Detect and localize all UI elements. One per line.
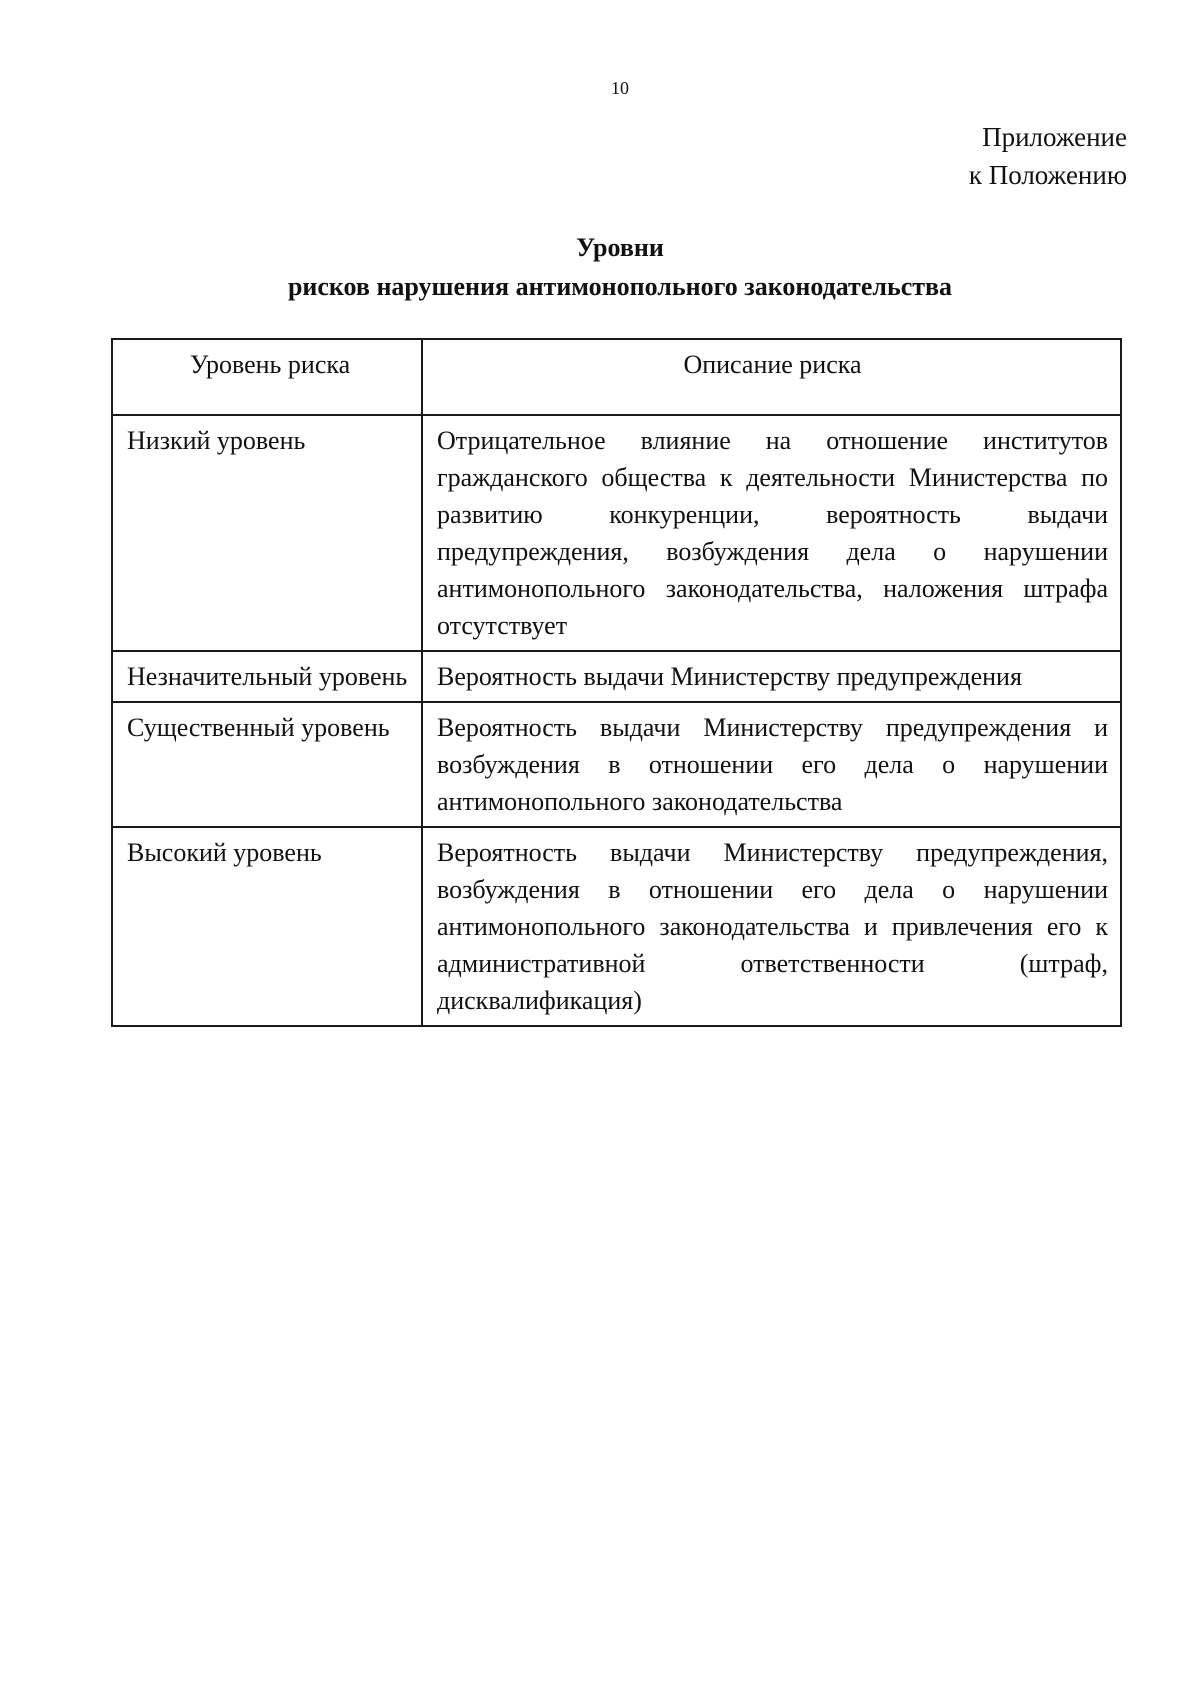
appendix-line-2: к Положению — [968, 160, 1127, 190]
appendix-reference — [969, 118, 1127, 194]
table-row — [112, 415, 1121, 651]
table-row — [112, 702, 1121, 827]
header-risk-description: Описание риска — [422, 339, 1121, 415]
document-title — [0, 228, 1200, 306]
risk-level-cell: Высокий уровень — [112, 827, 422, 1026]
risk-level-cell: Незначительный уровень — [112, 651, 422, 702]
appendix-line-1: Приложение — [982, 122, 1127, 152]
risk-description-cell: Вероятность выдачи Министерству предупреждения и возбуждения в отношении его дела о нарушении антимонопольного законодательства — [422, 702, 1121, 827]
risk-level-cell: Низкий уровень — [112, 415, 422, 651]
risk-description-cell: Вероятность выдачи Министерству предупреждения, возбуждения в отношении его дела о нарушении антимонопольного законодательства и привлечения его к административной ответственности (штраф, дисквалификация) — [422, 827, 1121, 1026]
risk-description-cell: Вероятность выдачи Министерству предупреждения — [422, 651, 1121, 702]
table-row — [112, 651, 1121, 702]
header-risk-level: Уровень риска — [112, 339, 422, 415]
title-line-1: Уровни — [576, 233, 664, 262]
page-number: 10 — [611, 78, 629, 98]
table-row — [112, 827, 1121, 1026]
table-header-row — [112, 339, 1121, 415]
risk-level-cell: Существенный уровень — [112, 702, 422, 827]
risk-levels-table — [111, 338, 1122, 1027]
risk-description-cell: Отрицательное влияние на отношение институтов гражданского общества к деятельности Министерства по развитию конкуренции, вероятность выдачи предупреждения, возбуждения дела о нарушении антимонопольного законодательства, наложения штрафа отсутствует — [422, 415, 1121, 651]
title-line-2: рисков нарушения антимонопольного законодательства — [287, 272, 953, 301]
